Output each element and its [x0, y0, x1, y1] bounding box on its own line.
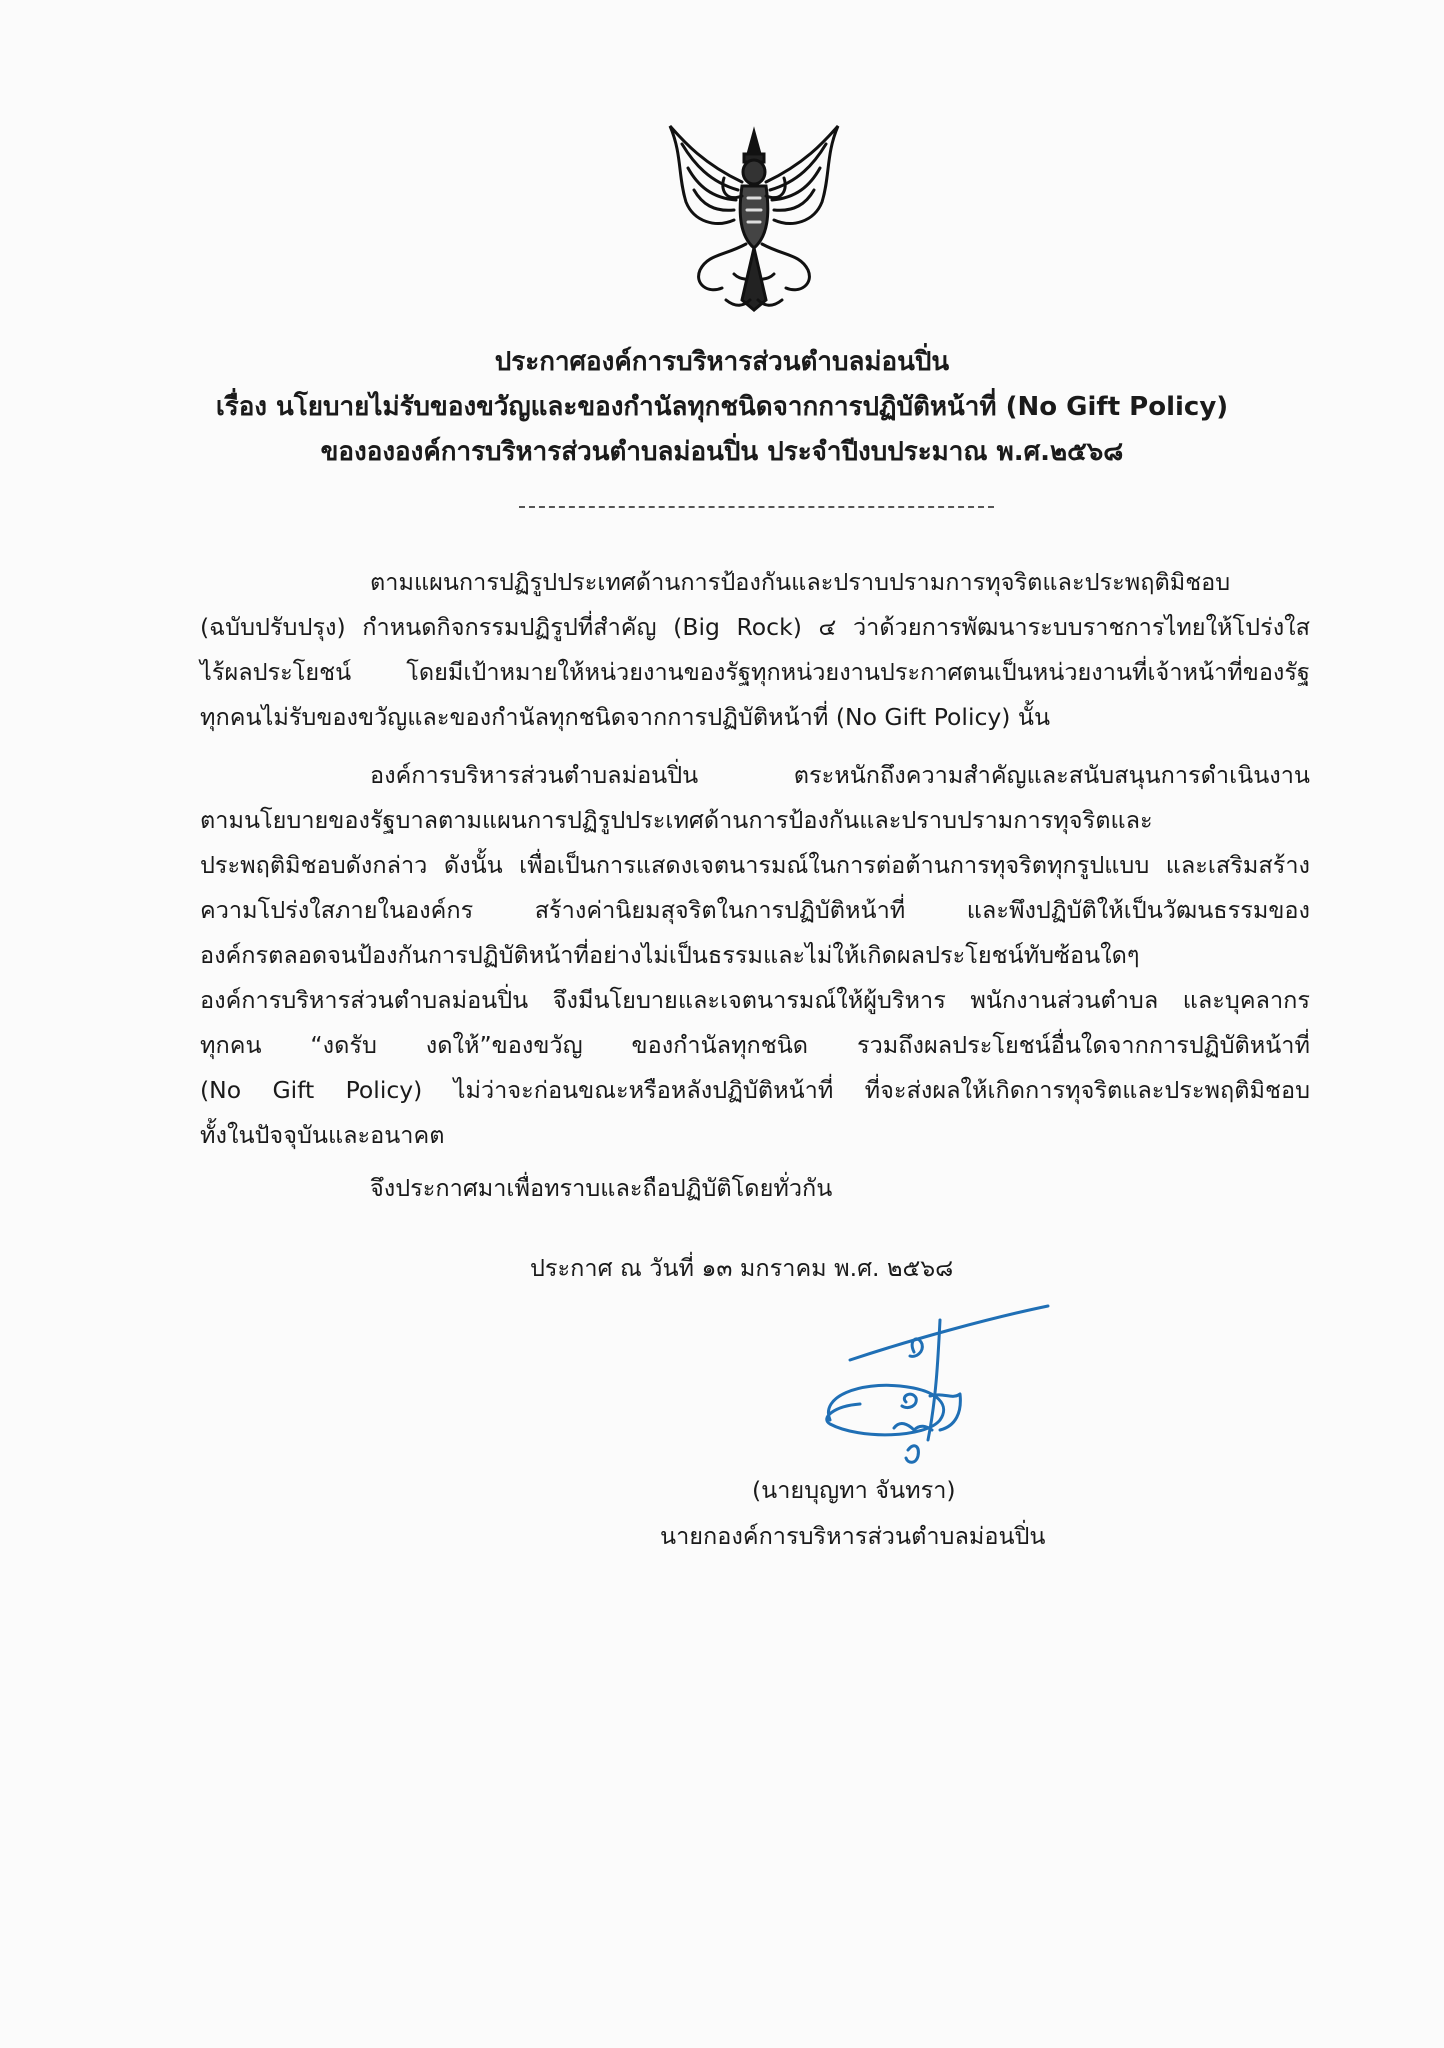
paragraph-line: องค์การบริหารส่วนตำบลม่อนปิ่น ตระหนักถึงความสำคัญและสนับสนุนการดำเนินงาน — [370, 761, 1310, 789]
paragraph-line: ตามแผนการปฏิรูปประเทศด้านการป้องกันและปราบปรามการทุจริตและประพฤติมิชอบ — [370, 568, 1231, 596]
paragraph-policy — [200, 753, 1310, 1158]
garuda-emblem-icon — [664, 124, 844, 314]
paragraph-line: (ฉบับปรับปรุง) กำหนดกิจกรรมปฏิรูปที่สำคัญ (Big Rock) ๔ ว่าด้วยการพัฒนาระบบราชการไทยให้โปร่งใส — [200, 613, 1310, 641]
paragraph-line: ไร้ผลประโยชน์ โดยมีเป้าหมายให้หน่วยงานของรัฐทุกหน่วยงานประกาศตนเป็นหน่วยงานที่เจ้าหน้าที่ของรัฐ — [200, 658, 1310, 686]
signer-position: นายกองค์การบริหารส่วนตำบลม่อนปิ่น — [660, 1522, 1046, 1550]
paragraph-line: ทั้งในปัจจุบันและอนาคต — [200, 1121, 445, 1149]
announcement-date: ประกาศ ณ วันที่ ๑๓ มกราคม พ.ศ. ๒๕๖๘ — [530, 1254, 954, 1282]
announcement-title — [0, 340, 1444, 475]
title-organization: ประกาศองค์การบริหารส่วนตำบลม่อนปิ่น — [494, 347, 950, 377]
paragraph-line: องค์การบริหารส่วนตำบลม่อนปิ่น จึงมีนโยบายและเจตนารมณ์ให้ผู้บริหาร พนักงานส่วนตำบล และบุคลากร — [200, 986, 1310, 1014]
closing-statement: จึงประกาศมาเพื่อทราบและถือปฏิบัติโดยทั่วกัน — [370, 1174, 833, 1202]
paragraph-line: ตามนโยบายของรัฐบาลตามแผนการปฏิรูปประเทศด้านการป้องกันและปราบปรามการทุจริตและ — [200, 806, 1153, 834]
title-fiscal-year: ของององค์การบริหารส่วนตำบลม่อนปิ่น ประจำปีงบประมาณ พ.ศ.๒๕๖๘ — [320, 437, 1124, 467]
paragraph-line: (No Gift Policy) ไม่ว่าจะก่อนขณะหรือหลังปฏิบัติหน้าที่ ที่จะส่งผลให้เกิดการทุจริตและประพฤติมิชอบ — [200, 1076, 1310, 1104]
paragraph-line: ทุกคน “งดรับ งดให้”ของขวัญ ของกำนัลทุกชนิด รวมถึงผลประโยชน์อื่นใดจากการปฏิบัติหน้าที่ — [200, 1031, 1310, 1059]
announcement-body — [200, 560, 1310, 1171]
paragraph-line: ทุกคนไม่รับของขวัญและของกำนัลทุกชนิดจากการปฏิบัติหน้าที่ (No Gift Policy) นั้น — [200, 703, 1051, 731]
paragraph-line: องค์กรตลอดจนป้องกันการปฏิบัติหน้าที่อย่างไม่เป็นธรรมและไม่ให้เกิดผลประโยชน์ทับซ้อนใดๆ — [200, 941, 1140, 969]
paragraph-background — [200, 560, 1310, 740]
handwritten-signature-icon — [790, 1300, 1060, 1470]
title-separator — [519, 506, 994, 508]
paragraph-line: ประพฤติมิชอบดังกล่าว ดังนั้น เพื่อเป็นการแสดงเจตนารมณ์ในการต่อต้านการทุจริตทุกรูปแบบ และเสริมสร้าง — [200, 851, 1310, 879]
paragraph-line: ความโปร่งใสภายในองค์กร สร้างค่านิยมสุจริตในการปฏิบัติหน้าที่ และพึงปฏิบัติให้เป็นวัฒนธรรมของ — [200, 896, 1310, 924]
title-subject: เรื่อง นโยบายไม่รับของขวัญและของกำนัลทุกชนิดจากการปฏิบัติหน้าที่ (No Gift Policy) — [215, 392, 1229, 422]
signer-name: (นายบุญทา จันทรา) — [752, 1476, 956, 1504]
